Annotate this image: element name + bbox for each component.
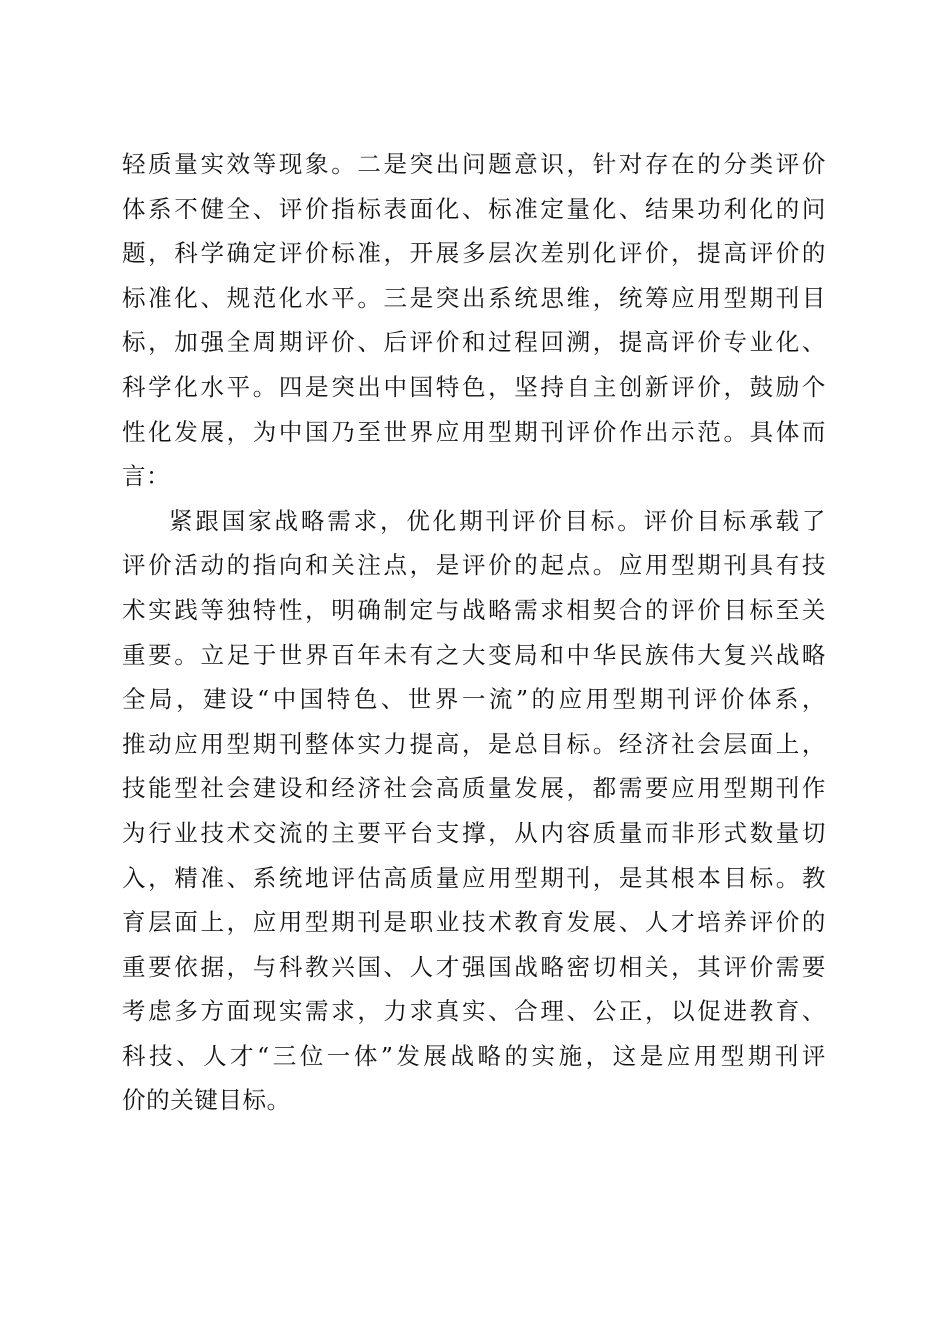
paragraph-1-line: 科学化水平。四是突出中国特色，坚持自主创新评价，鼓励个 (122, 372, 826, 401)
paragraph-1-line: 言： (122, 462, 171, 491)
paragraph-2-line: 紧跟国家战略需求，优化期刊评价目标。评价目标承载了 (169, 506, 826, 535)
paragraph-2-line: 为行业技术交流的主要平台支撑，从内容质量而非形式数量切 (122, 818, 826, 847)
body-text (122, 142, 826, 1123)
paragraph-1-line: 体系不健全、评价指标表面化、标准定量化、结果功利化的问 (122, 194, 826, 223)
paragraph-2-line: 重要。立足于世界百年未有之大变局和中华民族伟大复兴战略 (122, 640, 826, 669)
paragraph-1-line: 轻质量实效等现象。二是突出问题意识，针对存在的分类评价 (122, 150, 826, 178)
paragraph-2-line: 技能型社会建设和经济社会高质量发展，都需要应用型期刊作 (122, 774, 826, 803)
paragraph-2-line: 育层面上，应用型期刊是职业技术教育发展、人才培养评价的 (122, 908, 826, 937)
paragraph-2-line: 评价活动的指向和关注点，是评价的起点。应用型期刊具有技 (122, 551, 826, 580)
paragraph-2-line: 全局，建设“中国特色、世界一流”的应用型期刊评价体系， (122, 685, 826, 714)
paragraph-1-line: 题，科学确定评价标准，开展多层次差别化评价，提高评价的 (122, 239, 826, 268)
paragraph-2-line: 入，精准、系统地评估高质量应用型期刊，是其根本目标。教 (122, 863, 826, 892)
paragraph-2-line: 术实践等独特性，明确制定与战略需求相契合的评价目标至关 (122, 595, 826, 624)
paragraph-1-line: 标准化、规范化水平。三是突出系统思维，统筹应用型期刊目 (122, 283, 826, 312)
paragraph-2-line: 价的关键目标。 (122, 1086, 291, 1115)
paragraph-1-line: 性化发展，为中国乃至世界应用型期刊评价作出示范。具体而 (122, 417, 826, 446)
paragraph-2-line: 科技、人才“三位一体”发展战略的实施，这是应用型期刊评 (122, 1041, 826, 1070)
paragraph-1-line: 标，加强全周期评价、后评价和过程回溯，提高评价专业化、 (122, 328, 826, 357)
paragraph-2-line: 考虑多方面现实需求，力求真实、合理、公正，以促进教育、 (122, 997, 826, 1026)
paragraph-2-line: 推动应用型期刊整体实力提高，是总目标。经济社会层面上， (122, 729, 826, 758)
paragraph-2-line: 重要依据，与科教兴国、人才强国战略密切相关，其评价需要 (122, 952, 826, 981)
